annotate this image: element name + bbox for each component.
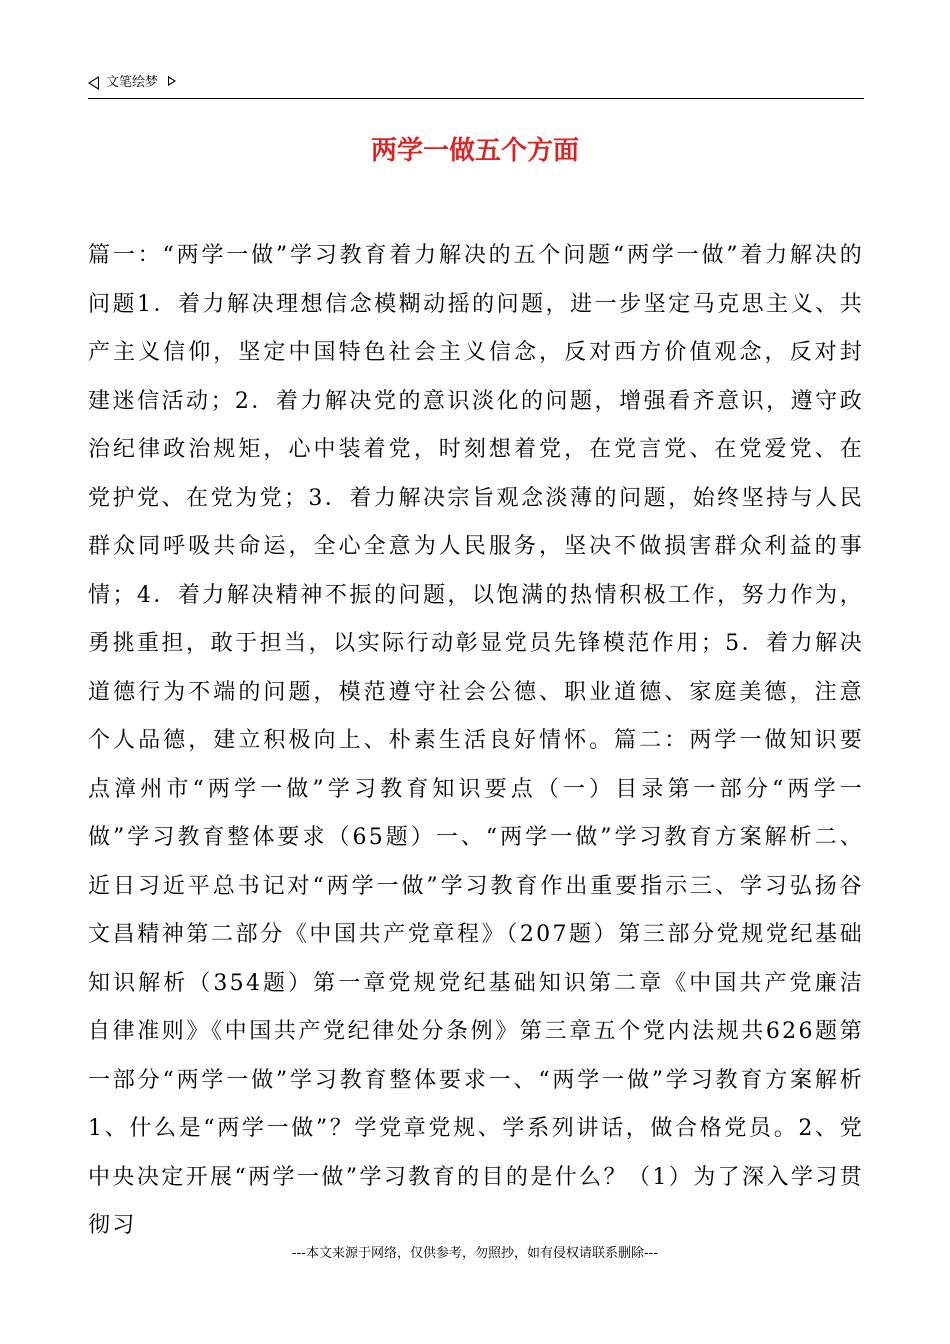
page-header — [88, 74, 864, 99]
triangle-right-icon — [168, 76, 176, 86]
brand-name: 文笔绘梦 — [106, 75, 159, 90]
document-body: 篇一：“两学一做”学习教育着力解决的五个问题“两学一做”着力解决的问题1．着力解决理想信念模糊动摇的问题，进一步坚定马克思主义、共产主义信仰，坚定中国特色社会主义信念，反对西方价值观念，反对封建迷信活动；2．着力解决党的意识淡化的问题，增强看齐意识，遵守政治纪律政治规矩，心中装着党，时刻想着党，在党言党、在党爱党、在党护党、在党为党；3．着力解决宗旨观念淡薄的问题，始终坚持与人民群众同呼吸共命运，全心全意为人民服务，坚决不做损害群众利益的事情；4．着力解决精神不振的问题，以饱满的热情积极工作，努力作为，勇挑重担，敢于担当，以实际行动彰显党员先锋模范作用；5．着力解决道德行为不端的问题，模范遵守社会公德、职业道德、家庭美德，注意个人品德，建立积极向上、朴素生活良好情怀。篇二：两学一做知识要点漳州市“两学一做”学习教育知识要点（一）目录第一部分“两学一做”学习教育整体要求（65题）一、“两学一做”学习教育方案解析二、近日习近平总书记对“两学一做”学习教育作出重要指示三、学习弘扬谷文昌精神第二部分《中国共产党章程》（207题）第三部分党规党纪基础知识解析（354题）第一章党规党纪基础知识第二章《中国共产党廉洁自律准则》《中国共产党纪律处分条例》第三章五个党内法规共626题第一部分“两学一做”学习教育整体要求一、“两学一做”学习教育方案解析1、什么是“两学一做”？学党章党规、学系列讲话，做合格党员。2、党中央决定开展“两学一做”学习教育的目的是什么？（1）为了深入学习贯彻习 — [88, 243, 864, 1238]
brand — [88, 74, 176, 92]
document-title: 两学一做五个方面 — [370, 136, 579, 166]
triangle-left-icon — [88, 76, 99, 90]
page-footer: ---本文来源于网络，仅供参考，勿照抄，如有侵权请联系删除--- — [291, 1246, 659, 1261]
